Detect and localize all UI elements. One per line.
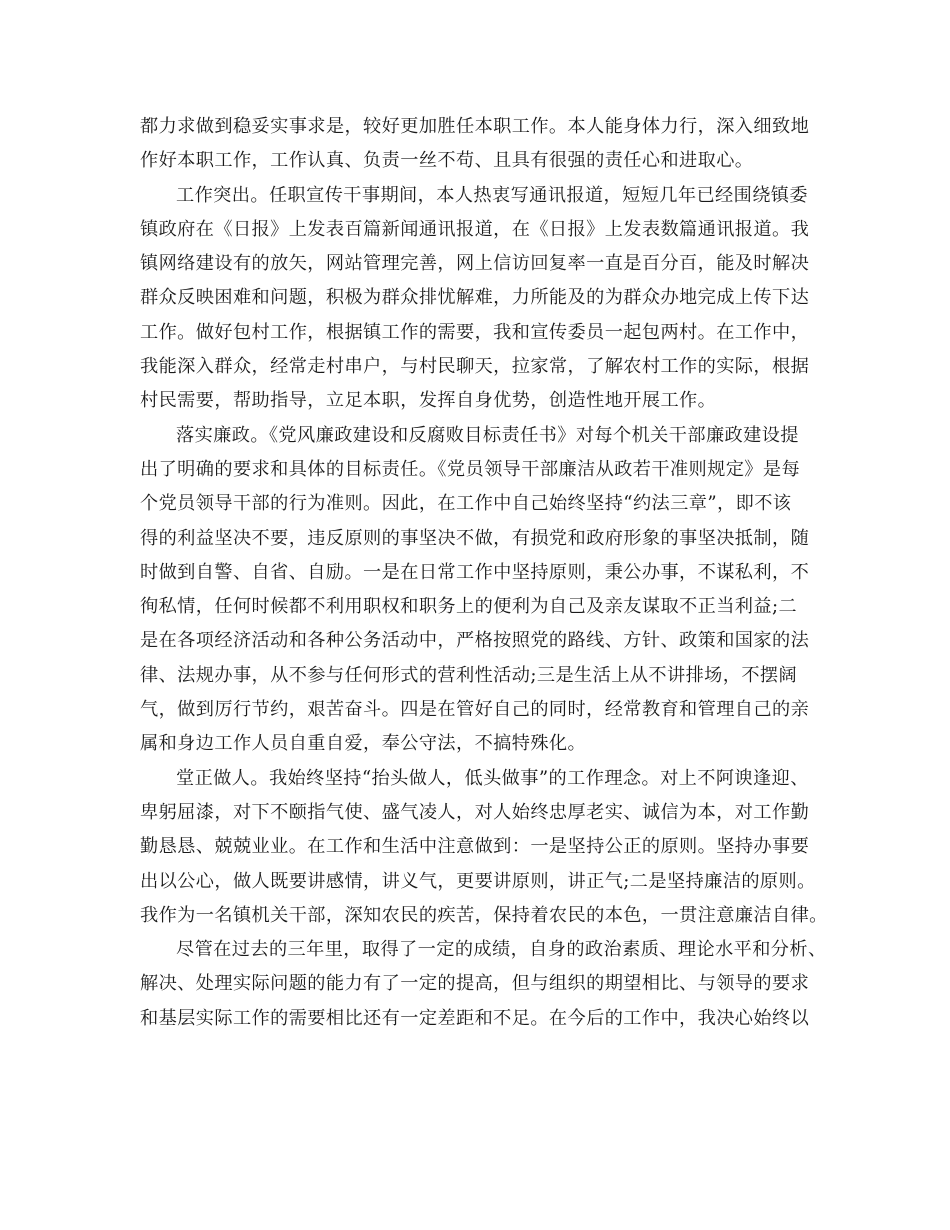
- text-line: 卑躬屈漆，对下不颐指气使、盛气凌人，对人始终忠厚老实、诚信为本，对工作勤: [140, 801, 810, 823]
- text-line: 和基层实际工作的需要相比还有一定差距和不足。在今后的工作中，我决心始终以: [140, 1007, 810, 1029]
- text-line: 是在各项经济活动和各种公务活动中，严格按照党的路线、方针、政策和国家的法: [140, 630, 810, 652]
- text-line: 出了明确的要求和具体的目标责任。《党员领导干部廉洁从政若干准则规定》是每: [140, 458, 801, 480]
- text-line: 村民需要，帮助指导，立足本职，发挥自身优势，创造性地开展工作。: [140, 390, 717, 412]
- text-line: 时做到自警、自省、自励。一是在日常工作中坚持原则，秉公办事，不谋私利，不: [140, 561, 810, 583]
- document-body-text: [140, 110, 830, 1036]
- text-line: 个党员领导干部的行为准则。因此，在工作中自己始终坚持“约法三章”，即不该: [140, 493, 792, 515]
- text-line: 出以公心，做人既要讲感情，讲义气，更要讲原则，讲正气;二是坚持廉洁的原则。: [140, 870, 816, 892]
- text-line: 都力求做到稳妥实事求是，较好更加胜任本职工作。本人能身体力行，深入细致地: [140, 116, 810, 137]
- text-line: 工作。做好包村工作，根据镇工作的需要，我和宣传委员一起包两村。在工作中，: [140, 321, 810, 343]
- text-line: 我能深入群众，经常走村串户，与村民聊天，拉家常，了解农村工作的实际，根据: [140, 356, 810, 378]
- text-line: 我作为一名镇机关干部，深知农民的疾苦，保持着农民的本色，一贯注意廉洁自律。: [140, 904, 828, 926]
- text-line: 作好本职工作，工作认真、负责一丝不苟、且具有很强的责任心和进取心。: [140, 150, 754, 172]
- text-line: 镇政府在《日报》上发表百篇新闻通讯报道，在《日报》上发表数篇通讯报道。我: [140, 218, 810, 240]
- text-line: 解决、处理实际问题的能力有了一定的提高，但与组织的期望相比、与领导的要求: [140, 973, 810, 995]
- text-line: 工作突出。任职宣传干事期间，本人热衷写通讯报道，短短几年已经围绕镇委: [176, 184, 808, 206]
- text-line: 堂正做人。我始终坚持“抬头做人，低头做事”的工作理念。对上不阿谀逢迎、: [176, 767, 809, 789]
- text-line: 勤恳恳、兢兢业业。在工作和生活中注意做到：一是坚持公正的原则。坚持办事要: [140, 836, 810, 858]
- text-line: 属和身边工作人员自重自爱，奉公守法，不搞特殊化。: [140, 733, 587, 755]
- text-line: 尽管在过去的三年里，取得了一定的成绩，自身的政治素质、理论水平和分析、: [176, 939, 827, 961]
- text-line: 气，做到厉行节约，艰苦奋斗。四是在管好自己的同时，经常教育和管理自己的亲: [140, 699, 810, 721]
- text-line: 徇私情，任何时候都不利用职权和职务上的便利为自己及亲友谋取不正当利益;二: [140, 596, 798, 618]
- text-line: 落实廉政。《党风廉政建设和反腐败目标责任书》对每个机关干部廉政建设提: [176, 424, 799, 446]
- text-line: 律、法规办事，从不参与任何形式的营利性活动;三是生活上从不讲排场，不摆阔: [140, 664, 798, 686]
- text-line: 镇网络建设有的放矢，网站管理完善，网上信访回复率一直是百分百，能及时解决: [140, 253, 810, 275]
- text-line: 得的利益坚决不要，违反原则的事坚决不做，有损党和政府形象的事坚决抵制，随: [140, 527, 810, 549]
- text-line: 群众反映困难和问题，积极为群众排忧解难，力所能及的为群众办地完成上传下达: [140, 287, 810, 309]
